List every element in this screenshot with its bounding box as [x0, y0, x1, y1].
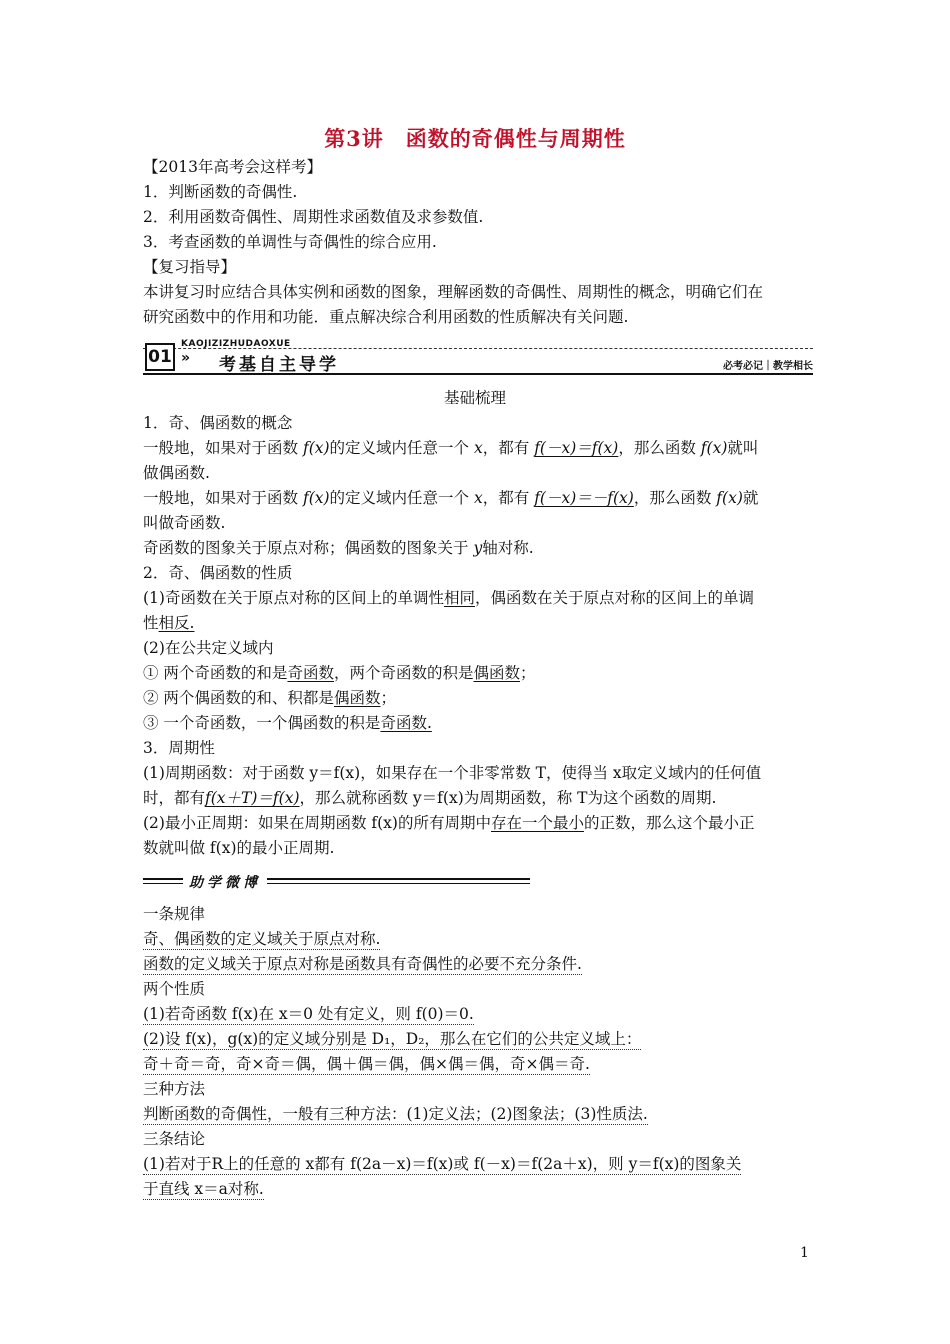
- rule-line-2: 函数的定义域关于原点对称是函数具有奇偶性的必要不充分条件.: [143, 955, 582, 973]
- odd-def-line-2: 叫做奇函数.: [143, 514, 226, 532]
- method-heading: 三种方法: [143, 1080, 206, 1098]
- rule-heading: 一条规律: [143, 905, 206, 923]
- s1-heading: 1．奇、偶函数的概念: [143, 414, 293, 432]
- page-title: 第3讲 函数的奇偶性与周期性: [324, 126, 626, 151]
- conclusion-line-2: 于直线 x＝a对称.: [143, 1180, 264, 1198]
- page-number: 1: [800, 1245, 809, 1261]
- banner-number: 01: [145, 343, 175, 371]
- even-def-line-1: 一般地，如果对于函数 f(x)的定义域内任意一个 x，都有 f(－x)＝f(x)，那么函数 f(x)就叫: [143, 439, 759, 457]
- review-heading: 【复习指导】: [143, 258, 237, 276]
- symmetry-line: 奇函数的图象关于原点对称；偶函数的图象关于 y轴对称.: [143, 539, 534, 557]
- banner-pinyin: KAOJIZIZHUDAOXUE: [181, 339, 291, 349]
- section-banner: [143, 340, 813, 376]
- s2-p1-line-1: (1)奇函数在关于原点对称的区间上的单调性相同，偶函数在关于原点对称的区间上的单调: [143, 589, 754, 607]
- s3-heading: 3．周期性: [143, 739, 215, 757]
- s2-p1-line-2: 性相反.: [143, 614, 195, 632]
- s2-p2: (2)在公共定义域内: [143, 639, 274, 657]
- s2-c2: ② 两个偶函数的和、积都是偶函数；: [143, 689, 396, 707]
- prop-line-2: (2)设 f(x)，g(x)的定义域分别是 D₁，D₂，那么在它们的公共定义域上：: [143, 1030, 642, 1048]
- method-line-1: 判断函数的奇偶性，一般有三种方法：(1)定义法；(2)图象法；(3)性质法.: [143, 1105, 648, 1123]
- review-line-2: 研究函数中的作用和功能．重点解决综合利用函数的性质解决有关问题.: [143, 308, 629, 326]
- prop-line-1: (1)若奇函数 f(x)在 x＝0 处有定义，则 f(0)＝0.: [143, 1005, 474, 1023]
- exam-item-3: 3．考查函数的单调性与奇偶性的综合应用.: [143, 233, 437, 251]
- assist-banner: [143, 872, 530, 892]
- s3-p2-line-1: (2)最小正周期：如果在周期函数 f(x)的所有周期中存在一个最小的正数，那么这个最小正: [143, 814, 755, 832]
- conclusion-heading: 三条结论: [143, 1130, 206, 1148]
- odd-def-line-1: 一般地，如果对于函数 f(x)的定义域内任意一个 x，都有 f(－x)＝－f(x)，那么函数 f(x)就: [143, 489, 759, 507]
- s2-c3: ③ 一个奇函数，一个偶函数的积是奇函数.: [143, 714, 432, 732]
- s2-heading: 2．奇、偶函数的性质: [143, 564, 293, 582]
- banner-arrow-icon: »: [181, 350, 191, 366]
- exam-item-1: 1．判断函数的奇偶性.: [143, 183, 298, 201]
- even-condition: f(－x)＝f(x): [534, 439, 619, 457]
- prop-heading: 两个性质: [143, 980, 206, 998]
- exam-heading: 【2013年高考会这样考】: [143, 158, 322, 176]
- odd-condition: f(－x)＝－f(x): [534, 489, 634, 507]
- even-def-line-2: 做偶函数.: [143, 464, 210, 482]
- rule-line-1: 奇、偶函数的定义域关于原点对称.: [143, 930, 381, 948]
- conclusion-line-1: (1)若对于R上的任意的 x都有 f(2a－x)＝f(x)或 f(－x)＝f(2a＋x)，则 y＝f(x)的图象关: [143, 1155, 742, 1173]
- review-line-1: 本讲复习时应结合具体实例和函数的图象，理解函数的奇偶性、周期性的概念，明确它们在: [143, 283, 764, 301]
- s3-p2-line-2: 数就叫做 f(x)的最小正周期.: [143, 839, 335, 857]
- banner-title: 考基自主导学: [219, 355, 339, 375]
- banner-rule: [143, 373, 813, 375]
- section-subtitle: 基础梳理: [443, 389, 506, 407]
- assist-label: 助学微博: [183, 872, 267, 892]
- s3-p1-line-2: 时，都有f(x＋T)＝f(x)，那么就称函数 y＝f(x)为周期函数，称 T为这个函数的周期.: [143, 789, 717, 807]
- s2-c1: ① 两个奇函数的和是奇函数，两个奇函数的积是偶函数；: [143, 664, 536, 682]
- prop-line-3: 奇＋奇＝奇，奇×奇＝偶，偶＋偶＝偶，偶×偶＝偶，奇×偶＝奇.: [143, 1055, 590, 1073]
- banner-tagline: 必考必记｜教学相长: [723, 361, 813, 372]
- exam-item-2: 2．利用函数奇偶性、周期性求函数值及求参数值.: [143, 208, 484, 226]
- s3-p1-line-1: (1)周期函数：对于函数 y＝f(x)，如果存在一个非零常数 T，使得当 x取定义域内的任何值: [143, 764, 762, 782]
